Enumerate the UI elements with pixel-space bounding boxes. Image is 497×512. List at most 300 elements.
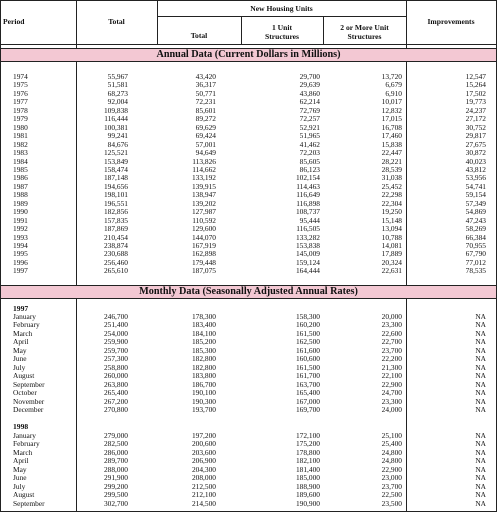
table-cell: 85,605 — [299, 156, 320, 166]
table-row — [1, 107, 496, 114]
table-cell: 94,649 — [195, 148, 216, 158]
table-cell: 187,148 — [103, 173, 128, 183]
table-cell: 198,101 — [103, 190, 128, 200]
table-cell: 139,202 — [191, 198, 216, 208]
table-cell: 72,769 — [299, 105, 320, 115]
table-cell: 52,921 — [299, 122, 320, 132]
table-cell: 260,000 — [103, 371, 128, 381]
table-cell: 22,447 — [381, 148, 402, 158]
table-cell: 181,400 — [295, 464, 320, 474]
table-cell: 22,631 — [381, 266, 402, 276]
table-cell: 22,298 — [381, 190, 402, 200]
table-cell: 193,700 — [191, 404, 216, 414]
table-cell: 167,919 — [191, 241, 216, 250]
table-cell: 204,300 — [191, 464, 216, 474]
table-cell: 100,381 — [103, 122, 128, 132]
table-cell: NA — [475, 456, 486, 466]
table-cell: 12,547 — [465, 72, 486, 81]
table-cell: 160,200 — [295, 320, 320, 330]
table-row — [1, 166, 496, 173]
table-cell: 102,154 — [295, 173, 320, 183]
table-cell: 182,856 — [103, 207, 128, 217]
new-housing-total-header: Total — [190, 31, 208, 40]
table-cell: 125,521 — [103, 148, 128, 158]
table-cell: 67,790 — [465, 249, 486, 259]
header-subdivider — [157, 16, 406, 17]
table-cell: 22,304 — [381, 198, 402, 208]
table-row — [1, 242, 496, 249]
table-cell: NA — [475, 345, 486, 355]
table-cell: 29,817 — [465, 131, 486, 141]
table-cell: 159,124 — [295, 257, 320, 267]
table-row — [1, 200, 496, 207]
table-cell: 113,826 — [192, 156, 216, 166]
table-row — [1, 73, 496, 80]
table-cell: 138,947 — [191, 190, 216, 200]
table-row — [1, 491, 496, 498]
table-cell: 302,700 — [103, 498, 128, 508]
table-cell: 210,454 — [103, 232, 128, 242]
table-cell: 263,800 — [103, 379, 128, 389]
table-cell: 257,300 — [103, 354, 128, 364]
table-cell: 183,400 — [191, 320, 216, 330]
table-cell: August — [13, 371, 35, 381]
table-cell: 89,272 — [195, 114, 216, 124]
table-cell: 164,444 — [295, 266, 320, 276]
table-cell: 23,300 — [381, 396, 402, 406]
table-cell: 133,282 — [295, 232, 320, 242]
table-cell: 57,001 — [195, 139, 216, 149]
table-cell: 212,100 — [191, 490, 216, 500]
table-cell: 165,400 — [295, 388, 320, 398]
one-unit-header: 1 Unit Structures — [264, 23, 300, 41]
annual-section-band: Annual Data (Current Dollars in Millions) — [1, 48, 496, 62]
table-cell: 256,460 — [103, 257, 128, 267]
table-cell: January — [13, 431, 36, 440]
improvements-header: Improvements — [427, 17, 475, 26]
table-cell: NA — [475, 371, 486, 381]
table-cell: 214,500 — [191, 498, 216, 508]
table-cell: 22,600 — [381, 328, 402, 338]
table-cell: NA — [475, 396, 486, 406]
table-cell: 17,889 — [381, 249, 402, 259]
table-cell: 161,600 — [295, 345, 320, 355]
table-row — [1, 98, 496, 105]
table-cell: 114,463 — [296, 181, 320, 191]
table-row — [1, 398, 496, 405]
table-cell: 17,015 — [381, 114, 402, 124]
table-cell: 254,000 — [103, 328, 128, 338]
table-row — [1, 132, 496, 139]
table-cell: 169,700 — [295, 404, 320, 414]
table-cell: 114,662 — [192, 164, 216, 174]
table-cell: 58,269 — [465, 224, 486, 234]
table-cell: 10,788 — [381, 232, 402, 242]
table-row — [1, 115, 496, 122]
table-cell: 246,700 — [103, 312, 128, 321]
table-row — [1, 267, 496, 274]
table-cell: 172,100 — [295, 431, 320, 440]
table-row — [1, 355, 496, 362]
table-cell: 10,017 — [381, 97, 402, 107]
table-cell: 182,800 — [191, 362, 216, 372]
table-row — [1, 483, 496, 490]
table-cell: April — [13, 456, 29, 466]
table-cell: NA — [475, 320, 486, 330]
table-row — [1, 406, 496, 413]
table-cell: July — [13, 362, 26, 372]
table-cell: 55,967 — [107, 72, 128, 81]
table-cell: January — [13, 312, 36, 321]
period-header: Period — [3, 17, 25, 26]
table-cell: 1992 — [13, 224, 28, 234]
table-row — [1, 141, 496, 148]
table-cell: May — [13, 345, 27, 355]
table-cell: 15,264 — [465, 80, 486, 90]
table-cell: 13,094 — [381, 224, 402, 234]
table-cell: 6,910 — [385, 88, 402, 98]
table-cell: 78,535 — [465, 266, 486, 276]
table-cell: 29,639 — [299, 80, 320, 90]
table-row — [1, 313, 496, 320]
table-cell: 1975 — [13, 80, 28, 90]
table-row — [1, 466, 496, 473]
table-cell: February — [13, 439, 40, 449]
table-cell: 258,800 — [103, 362, 128, 372]
table-cell: May — [13, 464, 27, 474]
table-cell: 53,956 — [465, 173, 486, 183]
table-cell: 1980 — [13, 122, 28, 132]
table-cell: 23,000 — [381, 473, 402, 483]
table-cell: 17,460 — [381, 131, 402, 141]
table-cell: 51,581 — [107, 80, 128, 90]
table-cell: 206,900 — [191, 456, 216, 466]
table-row — [1, 183, 496, 190]
table-cell: NA — [475, 404, 486, 414]
table-cell: 24,800 — [381, 456, 402, 466]
table-cell: 72,203 — [299, 148, 320, 158]
table-cell: 1990 — [13, 207, 28, 217]
table-cell: 23,700 — [381, 481, 402, 491]
two-or-more-header: 2 or More Unit Structures — [340, 23, 389, 41]
table-cell: 279,000 — [103, 431, 128, 440]
table-cell: 178,800 — [295, 447, 320, 457]
table-cell: 116,898 — [296, 198, 320, 208]
table-cell: NA — [475, 464, 486, 474]
table-cell: June — [13, 473, 27, 483]
table-cell: 1989 — [13, 198, 28, 208]
table-cell: 27,172 — [465, 114, 486, 124]
table-cell: 24,237 — [465, 105, 486, 115]
table-row — [1, 432, 496, 439]
table-cell: NA — [475, 447, 486, 457]
table-cell: 196,551 — [103, 198, 128, 208]
table-cell: 41,462 — [299, 139, 320, 149]
table-row — [1, 208, 496, 215]
table-cell: 133,192 — [191, 173, 216, 183]
table-cell: 1994 — [13, 241, 28, 250]
table-row — [1, 174, 496, 181]
table-row — [1, 81, 496, 88]
table-cell: 187,869 — [103, 224, 128, 234]
table-cell: 43,860 — [299, 88, 320, 98]
table-cell: 20,000 — [381, 312, 402, 321]
table-row — [1, 338, 496, 345]
table-row — [1, 259, 496, 266]
table-cell: 86,123 — [299, 164, 320, 174]
table-cell: 1991 — [13, 215, 28, 225]
table-cell: 15,148 — [381, 215, 402, 225]
table-cell: 1985 — [13, 164, 28, 174]
table-cell: 1976 — [13, 88, 28, 98]
table-cell: 54,869 — [465, 207, 486, 217]
new-housing-units-header: New Housing Units — [250, 4, 313, 13]
table-cell: 162,898 — [191, 249, 216, 259]
table-cell: 12,832 — [381, 105, 402, 115]
table-cell: 77,012 — [465, 257, 486, 267]
table-cell: NA — [475, 388, 486, 398]
table-cell: NA — [475, 328, 486, 338]
table-cell: 185,300 — [191, 345, 216, 355]
table-cell: September — [13, 498, 45, 508]
table-cell: 62,214 — [299, 97, 320, 107]
table-row — [1, 500, 496, 507]
table-cell: 31,038 — [381, 173, 402, 183]
table-cell: NA — [475, 337, 486, 347]
table-cell: 85,601 — [195, 105, 216, 115]
table-cell: 28,539 — [381, 164, 402, 174]
table-cell: 1978 — [13, 105, 28, 115]
table-cell: 197,200 — [191, 431, 216, 440]
table-cell: October — [13, 388, 37, 398]
table-cell: 291,900 — [103, 473, 128, 483]
table-cell: 51,965 — [299, 131, 320, 141]
table-cell: 259,900 — [103, 337, 128, 347]
table-cell: 68,273 — [107, 88, 128, 98]
table-cell: 161,500 — [295, 328, 320, 338]
table-cell: 17,502 — [465, 88, 486, 98]
table-cell: 29,700 — [299, 72, 320, 81]
table-cell: 116,505 — [296, 224, 320, 234]
table-cell: 186,700 — [191, 379, 216, 389]
table-cell: 1995 — [13, 249, 28, 259]
table-cell: 161,500 — [295, 362, 320, 372]
table-cell: 43,812 — [465, 164, 486, 174]
table-cell: NA — [475, 431, 486, 440]
table-cell: 230,688 — [103, 249, 128, 259]
table-cell: July — [13, 481, 26, 491]
table-cell: March — [13, 447, 33, 457]
table-cell: 200,600 — [191, 439, 216, 449]
table-cell: 23,700 — [381, 345, 402, 355]
table-cell: 70,955 — [465, 241, 486, 250]
table-cell: 43,420 — [195, 72, 216, 81]
table-row — [1, 234, 496, 241]
table-cell: 203,600 — [191, 447, 216, 457]
table-cell: 289,700 — [103, 456, 128, 466]
table-cell: 116,444 — [104, 114, 128, 124]
table-cell: March — [13, 328, 33, 338]
table-cell: 127,987 — [191, 207, 216, 217]
table-cell: NA — [475, 439, 486, 449]
table-cell: 40,023 — [465, 156, 486, 166]
table-cell: 36,317 — [195, 80, 216, 90]
table-cell: 22,900 — [381, 379, 402, 389]
table-cell: 25,400 — [381, 439, 402, 449]
table-row — [1, 474, 496, 481]
table-cell: 153,849 — [103, 156, 128, 166]
table-cell: 190,300 — [191, 396, 216, 406]
table-cell: 22,500 — [381, 490, 402, 500]
table-cell: 183,800 — [191, 371, 216, 381]
table-cell: 158,474 — [103, 164, 128, 174]
table-cell: November — [13, 396, 45, 406]
table-cell: NA — [475, 354, 486, 364]
table-cell: 182,100 — [295, 456, 320, 466]
table-cell: December — [13, 404, 44, 414]
table-cell: NA — [475, 473, 486, 483]
table-cell: 14,081 — [381, 241, 402, 250]
table-cell: NA — [475, 490, 486, 500]
table-cell: 1977 — [13, 97, 28, 107]
table-cell: 162,500 — [295, 337, 320, 347]
table-cell: 160,600 — [295, 354, 320, 364]
year-1997-label: 1997 — [13, 304, 29, 313]
table-cell: 24,000 — [381, 404, 402, 414]
table-cell: 99,241 — [107, 131, 128, 141]
table-row — [1, 149, 496, 156]
table-cell: NA — [475, 312, 486, 321]
table-cell: 95,444 — [299, 215, 320, 225]
table-cell: 1996 — [13, 257, 28, 267]
table-cell: 23,500 — [381, 498, 402, 508]
table-row — [1, 321, 496, 328]
table-cell: 194,656 — [103, 181, 128, 191]
table-cell: 167,000 — [295, 396, 320, 406]
table-cell: 1988 — [13, 190, 28, 200]
table-cell: 30,872 — [465, 148, 486, 158]
table-cell: 116,649 — [296, 190, 320, 200]
table-cell: 1982 — [13, 139, 28, 149]
table-cell: 69,424 — [195, 131, 216, 141]
table-cell: 288,000 — [103, 464, 128, 474]
table-cell: 265,610 — [103, 266, 128, 276]
table-cell: 157,835 — [103, 215, 128, 225]
table-cell: September — [13, 379, 45, 389]
table-cell: 1981 — [13, 131, 28, 141]
table-cell: 179,448 — [191, 257, 216, 267]
year-1998-label: 1998 — [13, 422, 29, 431]
table-cell: 23,300 — [381, 320, 402, 330]
table-cell: 1986 — [13, 173, 28, 183]
table-cell: 1974 — [13, 72, 28, 81]
table-cell: 92,004 — [107, 97, 128, 107]
table-cell: 1987 — [13, 181, 28, 191]
table-cell: NA — [475, 481, 486, 491]
table-row — [1, 381, 496, 388]
table-cell: NA — [475, 362, 486, 372]
table-cell: 188,900 — [295, 481, 320, 491]
table-cell: 16,708 — [381, 122, 402, 132]
table-cell: 158,300 — [295, 312, 320, 321]
table-cell: 22,100 — [381, 371, 402, 381]
table-cell: April — [13, 337, 29, 347]
table-cell: 20,324 — [381, 257, 402, 267]
table-row — [1, 389, 496, 396]
table-cell: 66,384 — [465, 232, 486, 242]
table-cell: 175,200 — [295, 439, 320, 449]
table-cell: 185,000 — [295, 473, 320, 483]
table-cell: NA — [475, 379, 486, 389]
table-cell: 145,009 — [295, 249, 320, 259]
table-cell: 178,300 — [191, 312, 216, 321]
table-row — [1, 225, 496, 232]
table-cell: 267,200 — [103, 396, 128, 406]
table-cell: 57,349 — [465, 198, 486, 208]
table-cell: 185,200 — [191, 337, 216, 347]
table-cell: 110,592 — [192, 215, 216, 225]
table-cell: 1983 — [13, 148, 28, 158]
table-cell: 6,679 — [385, 80, 402, 90]
total-header: Total — [108, 17, 125, 26]
table-cell: 72,257 — [299, 114, 320, 124]
table-cell: 190,100 — [191, 388, 216, 398]
table-cell: 129,600 — [191, 224, 216, 234]
table-cell: 50,771 — [195, 88, 216, 98]
table-cell: 282,500 — [103, 439, 128, 449]
table-row — [1, 250, 496, 257]
table-cell: 1984 — [13, 156, 28, 166]
table-row — [1, 330, 496, 337]
table-cell: 19,773 — [465, 97, 486, 107]
table-cell: 182,800 — [191, 354, 216, 364]
table-cell: 54,741 — [465, 181, 486, 191]
table-cell: June — [13, 354, 27, 364]
table-cell: 22,900 — [381, 464, 402, 474]
table-header — [1, 1, 496, 45]
table-cell: 184,100 — [191, 328, 216, 338]
monthly-section-band: Monthly Data (Seasonally Adjusted Annual Rates) — [1, 285, 496, 299]
table-cell: 25,100 — [381, 431, 402, 440]
table-cell: 161,700 — [295, 371, 320, 381]
table-cell: 108,737 — [295, 207, 320, 217]
table-cell: 109,838 — [103, 105, 128, 115]
table-cell: 1993 — [13, 232, 28, 242]
table-cell: 22,200 — [381, 354, 402, 364]
table-cell: 189,600 — [295, 490, 320, 500]
table-cell: 21,300 — [381, 362, 402, 372]
table-row — [1, 124, 496, 131]
table-row — [1, 364, 496, 371]
table-cell: NA — [475, 498, 486, 508]
table-cell: 28,221 — [381, 156, 402, 166]
table-cell: 187,075 — [191, 266, 216, 276]
table-cell: 69,629 — [195, 122, 216, 132]
table-row — [1, 158, 496, 165]
table-cell: 22,700 — [381, 337, 402, 347]
table-cell: 24,800 — [381, 447, 402, 457]
table-cell: 139,915 — [191, 181, 216, 191]
table-row — [1, 449, 496, 456]
table-cell: 212,500 — [191, 481, 216, 491]
table-cell: 299,500 — [103, 490, 128, 500]
table-cell: 259,700 — [103, 345, 128, 355]
table-cell: 47,243 — [465, 215, 486, 225]
table-row — [1, 90, 496, 97]
table-cell: 163,700 — [295, 379, 320, 389]
table-cell: 208,000 — [191, 473, 216, 483]
table-cell: 1997 — [13, 266, 28, 276]
